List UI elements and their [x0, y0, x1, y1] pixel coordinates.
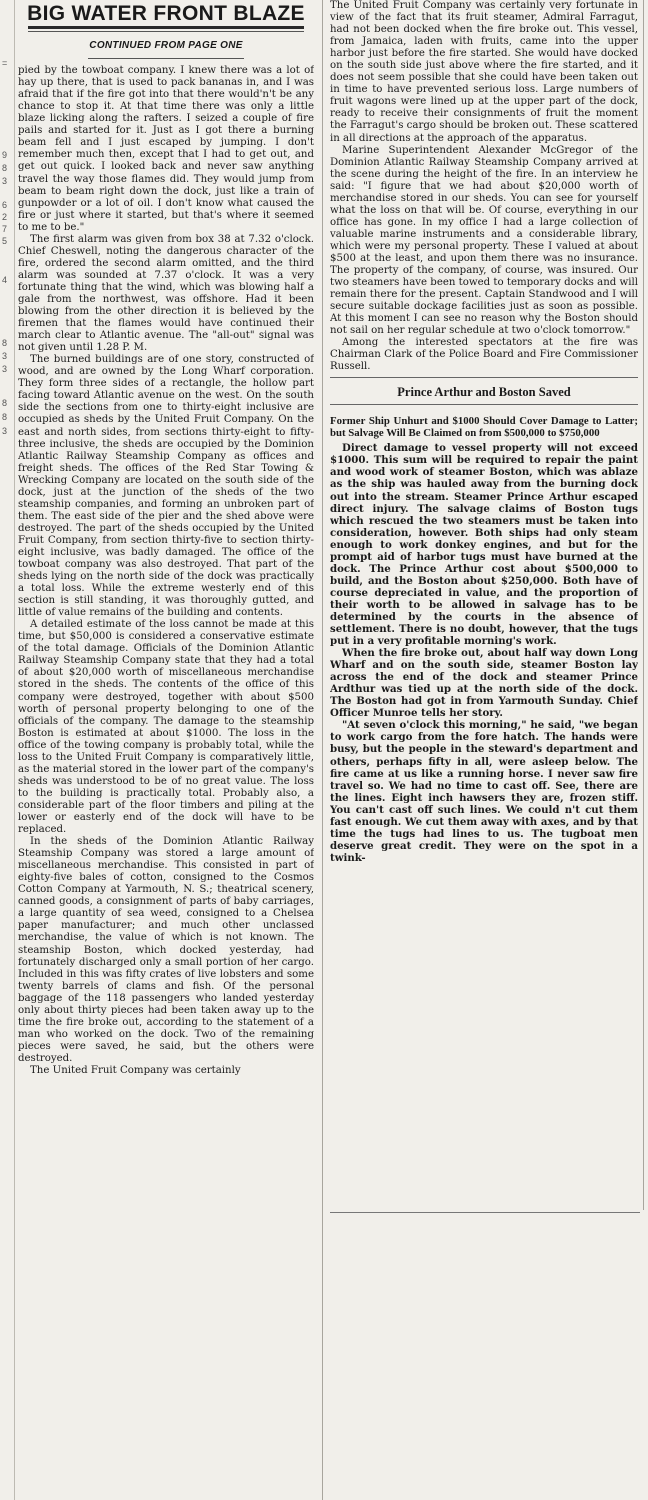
gutter-mark: 8 [2, 398, 8, 408]
column-rule [322, 0, 323, 1500]
article-paragraph: The burned buildings are of one story, constructed of wood, and are owned by the Long Wharf corporation. They form three sides of a rectangle, the hollow part facing toward Atlantic avenue on the west. On the south side the sections from one to thirty-eight inclusive are occupied as sheds by the United Fruit Company. On the east and north sides, from sections thirty-eight to fifty-three inclusive, the sheds are occupied by the Dominion Atlantic Railway Steamship Company as offices and freight sheds. The offices of the Red Star Towing & Wrecking Company are located on the south side of the dock, just at the junction of the sheds of the two steamship companies, and forming an unbroken part of them. The east side of the pier and the shed above were destroyed. The part of the sheds occupied by the United Fruit Company, from section thirty-five to section thirty-eight inclusive, was badly damaged. The office of the towboat company was also destroyed. That part of the sheds lying on the north side of the dock was practically a total loss. While the extreme westerly end of this section is still standing, it was thoroughly gutted, and little of value remains of the building and contents. [18, 354, 314, 619]
story-paragraph: "At seven o'clock this morning," he said, "we began to work cargo from the fore hatch. The hands were busy, but the people in the steward's department and others, perhaps fifty in all, were asleep below. The fire came at us like a running horse. I never saw fire travel so. We had no time to cast off. See, there are the lines. Eight inch hawsers they are, frozen stiff. You can't cast off such lines. We could n't cut them fast enough. We cut them away with axes, and by that time the tugs had lines to us. The tugboat men deserve great credit. They were on the spot in a twink- [330, 719, 638, 864]
gutter-mark: 3 [2, 364, 8, 374]
gutter-mark: 5 [2, 236, 8, 246]
gutter-mark: 7 [2, 224, 8, 234]
gutter-mark: 8 [2, 338, 8, 348]
story-paragraph: Direct damage to vessel property will not exceed $1000. This sum will be required to repair the paint and wood work of steamer Boston, which was ablaze as the ship was hauled away from the burning dock out into the stream. Steamer Prince Arthur escaped direct injury. The salvage claims of Boston tugs which rescued the two steamers must be taken into consideration, however. Both ships had only steam enough to work donkey engines, and but for the prompt aid of harbor tugs must have burned at the dock. The Prince Arthur cost about $500,000 to build, and the Boston about $250,000. Both have of course depreciated in value, and the proportion of their worth to be allowed in salvage has to be determined by the courts in the absence of settlement. There is no doubt, however, that the tugs put in a very profitable morning's work. [330, 442, 638, 648]
gutter-mark: 2 [2, 212, 8, 222]
gutter-mark: 8 [2, 412, 8, 422]
article-paragraph: The United Fruit Company was certainly very fortunate in view of the fact that its fruit steamer, Admiral Farragut, had not been docked when the fire broke out. This vessel, from Jamaica, laden with fruits, came into the upper harbor just before the fire started. She would have docked on the south side just above where the fire started, and it does not seem possible that she could have been taken out in time to have prevented serious loss. Large numbers of fruit wagons were lined up at the upper part of the dock, ready to receive their consignments of fruit the moment the Farragut's cargo should be broken out. These scattered in all directions at the approach of the apparatus. [330, 0, 638, 144]
subhead-rule [330, 404, 638, 405]
gutter-mark: 9 [2, 150, 8, 160]
deck-headline: Former Ship Unhurt and $1000 Should Cover Damage to Latter; but Salvage Will Be Claimed on from $500,000 to $750,000 [330, 414, 638, 439]
column-end-rule [330, 1212, 640, 1213]
gutter-mark: 4 [2, 275, 8, 285]
gutter-mark: 8 [2, 163, 8, 173]
article-paragraph: A detailed estimate of the loss cannot be made at this time, but $50,000 is considered a conservative estimate of the total damage. Officials of the Dominion Atlantic Railway Steamship Company state that they had a total of about $20,000 worth of miscellaneous merchandise stored in the sheds. The contents of the office of this company were destroyed, together with about $500 worth of personal property belonging to one of the officials of the company. The damage to the steamship Boston is estimated at about $1000. The loss in the office of the towing company is probably total, while the loss to the United Fruit Company is comparatively little, as the material stored in the lower part of the company's sheds was understood to be of no great value. The loss to the building is practically total. Probably also, a considerable part of the floor timbers and piling at the lower or easterly end of the dock will have to be replaced. [18, 619, 314, 836]
headline-rule [28, 26, 304, 29]
subheadline: Prince Arthur and Boston Saved [397, 385, 571, 400]
headline-rule-thin [28, 31, 304, 32]
gutter-mark: 6 [2, 200, 8, 210]
article-paragraph: pied by the towboat company. I knew there was a lot of hay up there, that is used to pack bananas in, and I was afraid that if the fire got into that there would'n't be any chance to stop it. At that time there was only a little blaze licking along the rafters. I seized a couple of fire pails and started for it. Just as I got there a burning beam fell and I just escaped by jumping. I don't remember much then, except that I had to get out, and get out quick. I looked back and never saw anything travel the way those flames did. They would jump from beam to beam right down the dock, just like a train of gunpowder or a lot of oil. I don't know what caused the fire or just where it started, but that's where it seemed to me to be." [18, 65, 314, 233]
article-paragraph: Among the interested spectators at the fire was Chairman Clark of the Police Board and Fire Commissioner Russell. [330, 337, 638, 373]
column-right [330, 0, 638, 1500]
column-rule-right [643, 0, 644, 1210]
gutter-mark: 3 [2, 351, 8, 361]
article-paragraph: The first alarm was given from box 38 at 7.32 o'clock. Chief Cheswell, noting the dangerous character of the fire, ordered the second alarm omitted, and the third alarm was sounded at 7.37 o'clock. It was a very fortunate thing that the wind, which was blowing half a gale from the northwest, was offshore. Had it been blowing from the other direction it is believed by the firemen that the flames would have continued their march clear to Atlantic avenue. The "all-out" signal was not given until 1.28 P. M. [18, 233, 314, 354]
continued-line: CONTINUED FROM PAGE ONE [89, 40, 243, 52]
story-paragraph: When the fire broke out, about half way down Long Wharf and on the south side, steamer Boston lay across the end of the dock and steamer Prince Ardthur was tied up at the north side of the dock. The Boston had got in from Yarmouth Sunday. Chief Officer Munroe tells her story. [330, 647, 638, 720]
headline: BIG WATER FRONT BLAZE [27, 2, 305, 25]
left-margin-gutter [0, 0, 15, 1500]
section-rule [330, 377, 638, 378]
article-paragraph: In the sheds of the Dominion Atlantic Railway Steamship Company was stored a large amount of miscellaneous merchandise. This consisted in part of eighty-five bales of cotton, consigned to the Cosmos Cotton Company at Yarmouth, N. S.; theatrical scenery, canned goods, a consignment of parts of baby carriages, a large quantity of sea weed, consigned to a Chelsea paper manufacturer; and much other unclassed merchandise, the value of which is not known. The steamship Boston, which docked yesterday, had fortunately discharged only a small portion of her cargo. Included in this was fifty crates of live lobsters and some twenty barrels of clams and fish. Of the personal baggage of the 118 passengers who landed yesterday only about thirty pieces had been taken away up to the time the fire broke out, according to the statement of a man who worked on the dock. Two of the remaining pieces were saved, he said, but the others were destroyed. [18, 836, 314, 1064]
continued-rule [88, 58, 244, 59]
gutter-mark: = [2, 58, 8, 68]
gutter-mark: 3 [2, 176, 8, 186]
column-left [18, 0, 314, 1500]
article-paragraph-cut: The United Fruit Company was certainly [30, 1064, 241, 1076]
article-paragraph: Marine Superintendent Alexander McGregor of the Dominion Atlantic Railway Steamship Company arrived at the scene during the height of the fire. In an interview he said: "I figure that we had about $20,000 worth of merchandise stored in our sheds. You can see for yourself what the loss on that will be. Of course, everything in our office has gone. In my office I had a large collection of valuable marine instruments and a considerable library, which were my personal property. These I valued at about $500 at the least, and upon them there was no insurance. The property of the company, of course, was insured. Our two steamers have been towed to temporary docks and will remain there for the present. Captain Standwood and I will secure suitable dockage facilities just as soon as possible. At this moment I can see no reason why the Boston should not sail on her regular schedule at two o'clock tomorrow." [330, 144, 638, 337]
gutter-mark: 3 [2, 426, 8, 436]
